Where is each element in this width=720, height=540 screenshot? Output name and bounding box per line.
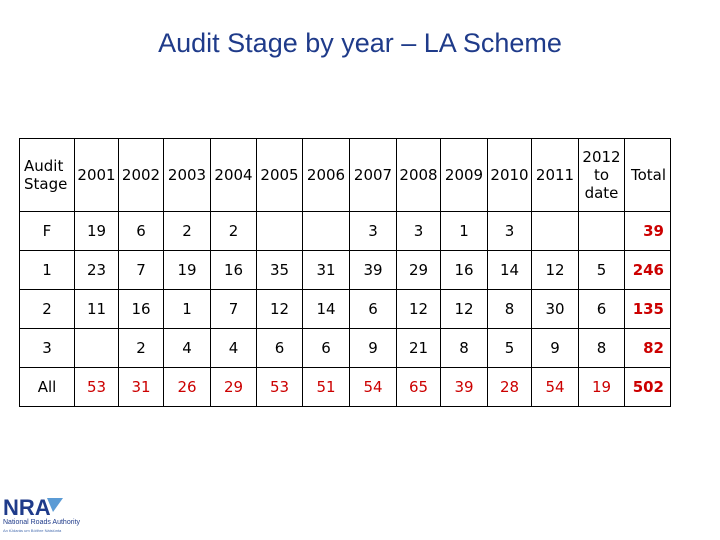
table-cell: 7 <box>119 251 164 290</box>
table-cell: 8 <box>579 329 625 368</box>
table-cell: 26 <box>164 368 211 407</box>
table-cell: 31 <box>303 251 350 290</box>
header-year: 2007 <box>350 139 397 212</box>
table-cell: 1 <box>441 212 488 251</box>
table-cell: 12 <box>532 251 579 290</box>
table-cell: 19 <box>579 368 625 407</box>
row-total-cell: 82 <box>625 329 671 368</box>
table-cell <box>303 212 350 251</box>
row-total-cell: 246 <box>625 251 671 290</box>
table-cell: 16 <box>441 251 488 290</box>
table-cell: 39 <box>350 251 397 290</box>
table-cell: 4 <box>164 329 211 368</box>
table-row <box>20 251 671 290</box>
header-year: 2003 <box>164 139 211 212</box>
row-stage-label: All <box>20 368 75 407</box>
table-cell: 54 <box>532 368 579 407</box>
header-2012-line3: date <box>584 184 619 202</box>
table-cell: 35 <box>257 251 303 290</box>
logo-main-text: NRA <box>3 495 51 520</box>
table-cell: 29 <box>397 251 441 290</box>
header-year: 2001 <box>75 139 119 212</box>
table-cell: 19 <box>164 251 211 290</box>
header-2012-line2: to <box>593 166 610 184</box>
header-2012-to-date <box>579 139 625 212</box>
header-audit-label: Audit <box>24 157 64 175</box>
table-row <box>20 329 671 368</box>
table-cell: 9 <box>532 329 579 368</box>
table-cell: 3 <box>397 212 441 251</box>
header-2012-line1: 2012 <box>582 148 621 166</box>
page-title: Audit Stage by year – LA Scheme <box>158 28 562 58</box>
table-cell: 12 <box>397 290 441 329</box>
table-cell: 29 <box>211 368 257 407</box>
table-cell: 53 <box>257 368 303 407</box>
table-cell: 14 <box>303 290 350 329</box>
table-cell: 8 <box>441 329 488 368</box>
row-total-cell: 502 <box>625 368 671 407</box>
audit-stage-table <box>19 138 671 407</box>
table-cell: 5 <box>579 251 625 290</box>
header-total: Total <box>625 139 671 212</box>
header-year: 2010 <box>488 139 532 212</box>
table-row <box>20 212 671 251</box>
table-cell: 65 <box>397 368 441 407</box>
header-year: 2004 <box>211 139 257 212</box>
table-cell: 2 <box>164 212 211 251</box>
table-cell: 8 <box>488 290 532 329</box>
row-stage-label: F <box>20 212 75 251</box>
table-cell: 2 <box>211 212 257 251</box>
header-year: 2002 <box>119 139 164 212</box>
header-row <box>20 139 671 212</box>
logo-tag-text: An tÚdarás um Bóithre Náisiúnta <box>3 528 62 533</box>
table-cell: 16 <box>119 290 164 329</box>
table-cell: 14 <box>488 251 532 290</box>
table-cell: 12 <box>441 290 488 329</box>
table-cell: 31 <box>119 368 164 407</box>
table-cell: 30 <box>532 290 579 329</box>
row-total-cell: 39 <box>625 212 671 251</box>
row-stage-label: 2 <box>20 290 75 329</box>
logo-sub-text: National Roads Authority <box>3 519 81 526</box>
header-year: 2005 <box>257 139 303 212</box>
header-year: 2006 <box>303 139 350 212</box>
table-cell <box>75 329 119 368</box>
row-stage-label: 1 <box>20 251 75 290</box>
table-cell: 21 <box>397 329 441 368</box>
table-cell: 9 <box>350 329 397 368</box>
row-stage-label: 3 <box>20 329 75 368</box>
table-cell: 6 <box>579 290 625 329</box>
table-cell: 51 <box>303 368 350 407</box>
header-year: 2011 <box>532 139 579 212</box>
table-cell: 19 <box>75 212 119 251</box>
table-cell: 6 <box>119 212 164 251</box>
table-cell: 7 <box>211 290 257 329</box>
table-cell: 28 <box>488 368 532 407</box>
table-cell: 6 <box>257 329 303 368</box>
table-cell: 12 <box>257 290 303 329</box>
table-cell: 5 <box>488 329 532 368</box>
table-cell: 54 <box>350 368 397 407</box>
table-cell: 4 <box>211 329 257 368</box>
header-year: 2008 <box>397 139 441 212</box>
table-cell <box>579 212 625 251</box>
header-audit-stage <box>20 139 75 212</box>
table-cell: 53 <box>75 368 119 407</box>
table-row <box>20 290 671 329</box>
table-row <box>20 368 671 407</box>
table-cell <box>257 212 303 251</box>
table-cell: 1 <box>164 290 211 329</box>
table-cell: 6 <box>350 290 397 329</box>
table-cell: 3 <box>488 212 532 251</box>
table-cell: 11 <box>75 290 119 329</box>
header-stage-label: Stage <box>24 175 68 193</box>
table-cell: 3 <box>350 212 397 251</box>
row-total-cell: 135 <box>625 290 671 329</box>
table-cell: 2 <box>119 329 164 368</box>
table-cell: 39 <box>441 368 488 407</box>
table-cell: 16 <box>211 251 257 290</box>
table-cell: 6 <box>303 329 350 368</box>
nra-logo-icon <box>3 494 63 520</box>
table-cell <box>532 212 579 251</box>
nra-logo <box>3 494 93 534</box>
table-cell: 23 <box>75 251 119 290</box>
header-year: 2009 <box>441 139 488 212</box>
